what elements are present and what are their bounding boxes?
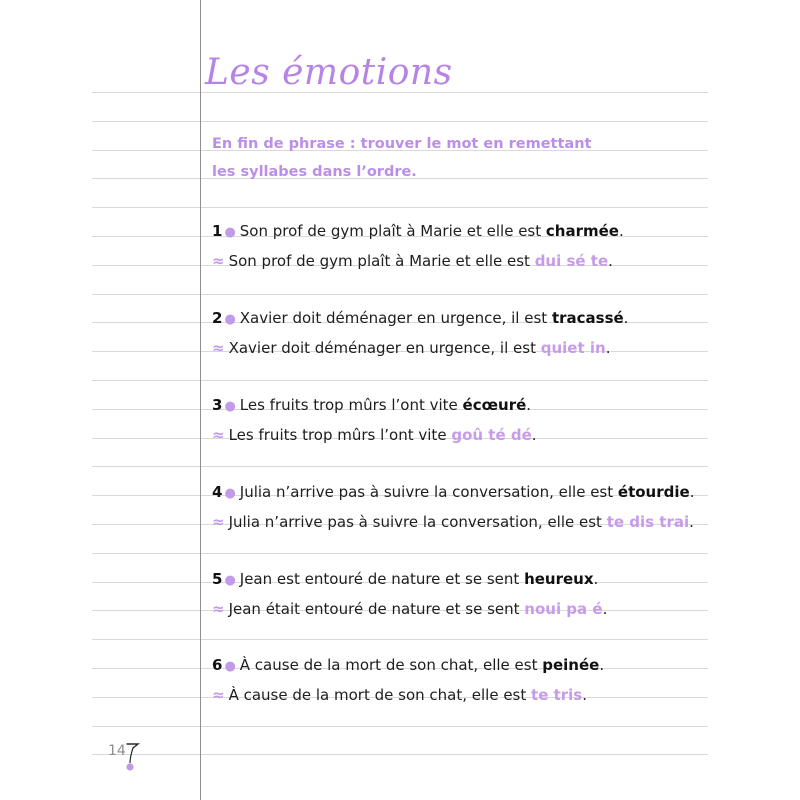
exercise-sentence <box>212 222 708 240</box>
ruled-line <box>92 207 708 208</box>
sentence-text: À cause de la mort de son chat, elle est <box>239 656 543 674</box>
sentence-end: . <box>526 396 532 414</box>
exercise-hint <box>212 252 708 270</box>
scrambled-syllables: noui pa é <box>524 600 603 618</box>
exercise-sentence <box>212 309 708 327</box>
hint-text: Son prof de gym plaît à Marie et elle est <box>228 252 535 270</box>
exercise-number: 5 <box>212 570 223 588</box>
bullet-icon: ● <box>224 659 236 674</box>
approx-icon: ≈ <box>212 426 225 444</box>
sentence-end: . <box>623 309 629 327</box>
sentence-end: . <box>689 483 695 501</box>
exercise-number: 2 <box>212 309 223 327</box>
exercise-sentence <box>212 483 708 501</box>
exercise-hint <box>212 600 708 618</box>
hint-end: . <box>582 686 588 704</box>
ruled-line <box>92 121 708 122</box>
hint-end: . <box>689 513 694 531</box>
ruled-line <box>92 294 708 295</box>
scrambled-syllables: te dis trai <box>606 513 690 531</box>
sentence-text: Xavier doit déménager en urgence, il est <box>239 309 552 327</box>
bullet-icon: ● <box>224 312 236 327</box>
exercise-hint <box>212 686 708 704</box>
sentence-text: Son prof de gym plaît à Marie et elle est <box>239 222 546 240</box>
hint-end: . <box>608 252 613 270</box>
sentence-text: Julia n’arrive pas à suivre la conversation, elle est <box>239 483 618 501</box>
page-title: Les émotions <box>205 52 453 93</box>
exercise-sentence <box>212 656 708 674</box>
hint-text: À cause de la mort de son chat, elle est <box>228 686 532 704</box>
bullet-icon: ● <box>224 486 236 501</box>
target-word: écœuré <box>462 396 527 414</box>
exercise-hint <box>212 513 708 531</box>
bullet-icon: ● <box>224 573 236 588</box>
hint-text: Jean était entouré de nature et se sent <box>228 600 525 618</box>
sentence-text: Jean est entouré de nature et se sent <box>239 570 525 588</box>
exercise-hint <box>212 339 708 357</box>
exercise-number: 4 <box>212 483 223 501</box>
scrambled-syllables: goû té dé <box>451 426 532 444</box>
hint-end: . <box>531 426 537 444</box>
sentence-end: . <box>593 570 599 588</box>
target-word: tracassé <box>551 309 624 327</box>
exercise-number: 3 <box>212 396 223 414</box>
sentence-text: Les fruits trop mûrs l’ont vite <box>239 396 463 414</box>
instruction-line-2: les syllabes dans l’ordre. <box>212 164 417 180</box>
hint-end: . <box>605 339 611 357</box>
target-word: peinée <box>542 656 600 674</box>
sentence-end: . <box>618 222 624 240</box>
approx-icon: ≈ <box>212 600 225 618</box>
scrambled-syllables: quiet in <box>540 339 606 357</box>
approx-icon: ≈ <box>212 686 225 704</box>
sentence-end: . <box>599 656 605 674</box>
cherry-icon <box>122 742 142 772</box>
hint-text: Julia n’arrive pas à suivre la conversation, elle est <box>228 513 607 531</box>
hint-end: . <box>602 600 608 618</box>
ruled-line <box>92 380 708 381</box>
ruled-line <box>92 466 708 467</box>
exercise-sentence <box>212 570 708 588</box>
approx-icon: ≈ <box>212 252 225 270</box>
approx-icon: ≈ <box>212 339 225 357</box>
ruled-line <box>92 639 708 640</box>
target-word: charmée <box>545 222 619 240</box>
scrambled-syllables: te tris <box>531 686 583 704</box>
approx-icon: ≈ <box>212 513 225 531</box>
exercise-number: 1 <box>212 222 223 240</box>
exercise-number: 6 <box>212 656 223 674</box>
ruled-line <box>92 726 708 727</box>
exercise-sentence <box>212 396 708 414</box>
hint-text: Xavier doit déménager en urgence, il est <box>228 339 541 357</box>
margin-line <box>200 0 201 800</box>
ruled-line <box>92 754 708 755</box>
target-word: étourdie <box>617 483 690 501</box>
target-word: heureux <box>524 570 594 588</box>
scrambled-syllables: dui sé te <box>534 252 609 270</box>
exercise-hint <box>212 426 708 444</box>
hint-text: Les fruits trop mûrs l’ont vite <box>228 426 452 444</box>
instruction-line-1: En fin de phrase : trouver le mot en remettant <box>212 136 592 152</box>
bullet-icon: ● <box>224 225 236 240</box>
ruled-line <box>92 553 708 554</box>
bullet-icon: ● <box>224 399 236 414</box>
page-number: 14 <box>108 743 126 759</box>
